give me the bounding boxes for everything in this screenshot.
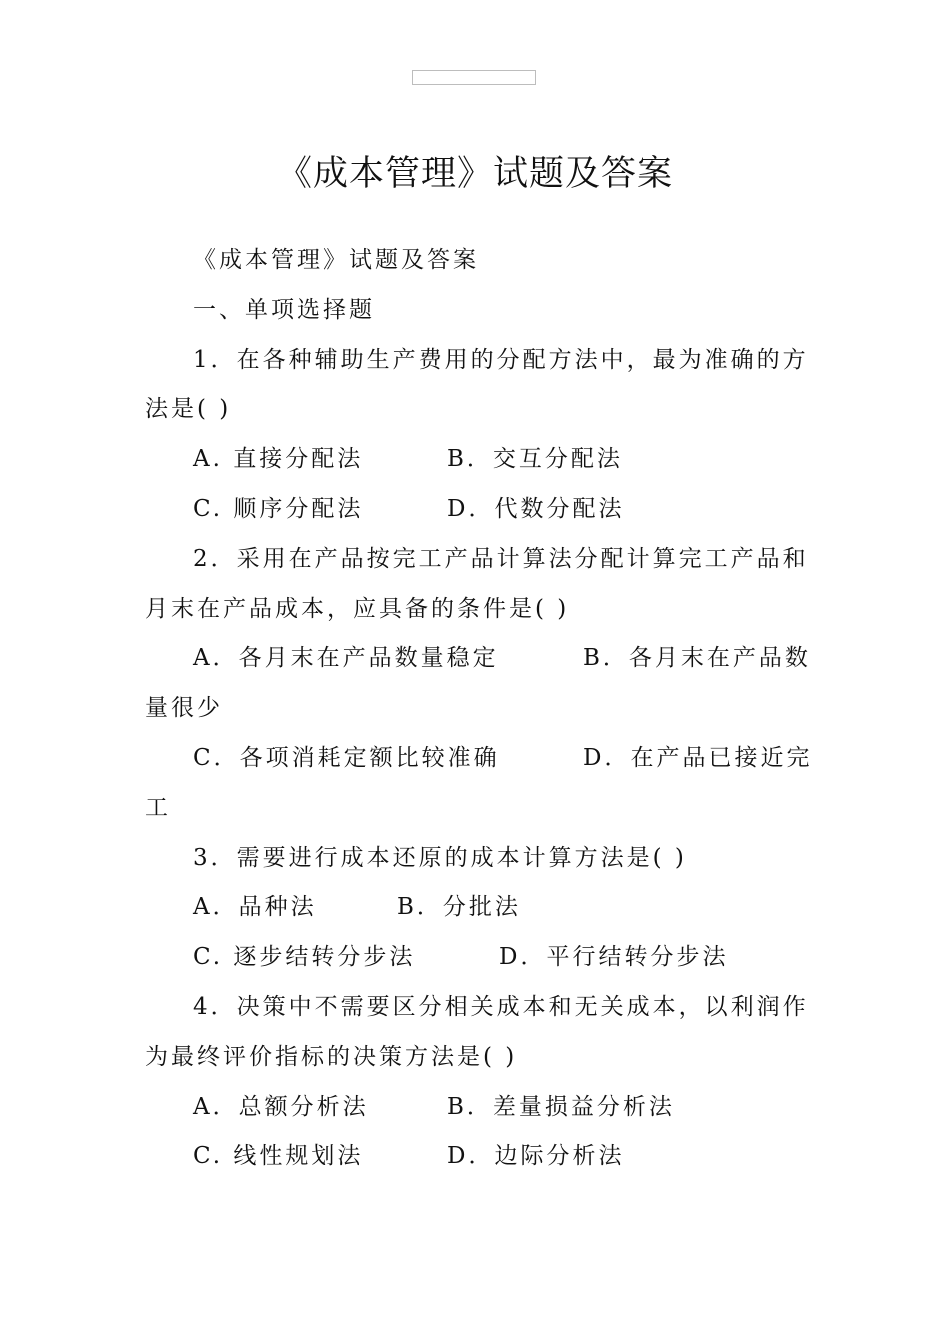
question-3-option-c: C. 逐步结转分步法: [193, 944, 416, 971]
question-2-option-b-cont: 量很少: [145, 695, 223, 722]
section-heading: 一、单项选择题: [193, 296, 375, 323]
question-2-option-d: D．在产品已接近完: [583, 744, 813, 771]
question-3-options-cd: [145, 933, 807, 983]
question-4-option-c: C. 线性规划法: [193, 1143, 364, 1170]
question-4-option-d: D．边际分析法: [447, 1143, 625, 1170]
question-3-options-ab: [145, 883, 807, 933]
question-3-option-a: A．品种法: [193, 894, 317, 921]
question-2-text: 2．采用在产品按完工产品计算法分配计算完工产品和: [193, 545, 809, 572]
question-4-options-ab: [145, 1083, 807, 1133]
question-1-option-d: D．代数分配法: [447, 495, 625, 522]
question-3-option-d: D．平行结转分步法: [499, 944, 729, 971]
question-4-option-b: B．差量损益分析法: [447, 1093, 675, 1120]
header-box: [412, 70, 536, 85]
question-2-option-c: C．各项消耗定额比较准确: [193, 744, 500, 771]
question-2-option-b: B．各月末在产品数: [583, 645, 811, 672]
question-4-option-a: A．总额分析法: [193, 1093, 369, 1120]
question-4-text-cont: 为最终评价指标的决策方法是( ): [145, 1043, 518, 1070]
question-1-options-ab: [145, 435, 807, 485]
question-1-option-c: C. 顺序分配法: [193, 495, 364, 522]
question-4-text: 4．决策中不需要区分相关成本和无关成本，以利润作: [193, 993, 809, 1020]
question-3-text: 3．需要进行成本还原的成本计算方法是( ): [193, 844, 687, 871]
question-1-options-cd: [145, 485, 807, 535]
question-2-text-cont: 月末在产品成本，应具备的条件是( ): [145, 595, 570, 622]
question-2-option-a: A．各月末在产品数量稳定: [193, 645, 499, 672]
question-3-option-b: B．分批法: [397, 894, 521, 921]
question-1-option-b: B．交互分配法: [447, 446, 623, 473]
question-2-options-ab: [145, 634, 811, 684]
question-2-options-cd: [145, 734, 813, 784]
document-body: [145, 236, 813, 1182]
subtitle: 《成本管理》试题及答案: [193, 247, 479, 273]
question-2-option-d-cont: 工: [145, 794, 171, 821]
question-1-text-cont: 法是( ): [145, 396, 232, 423]
question-1-option-a: A. 直接分配法: [193, 446, 364, 473]
question-1-text: 1．在各种辅助生产费用的分配方法中，最为准确的方: [193, 346, 809, 373]
page-title: 《成本管理》试题及答案: [276, 154, 673, 194]
question-4-options-cd: [145, 1132, 807, 1182]
